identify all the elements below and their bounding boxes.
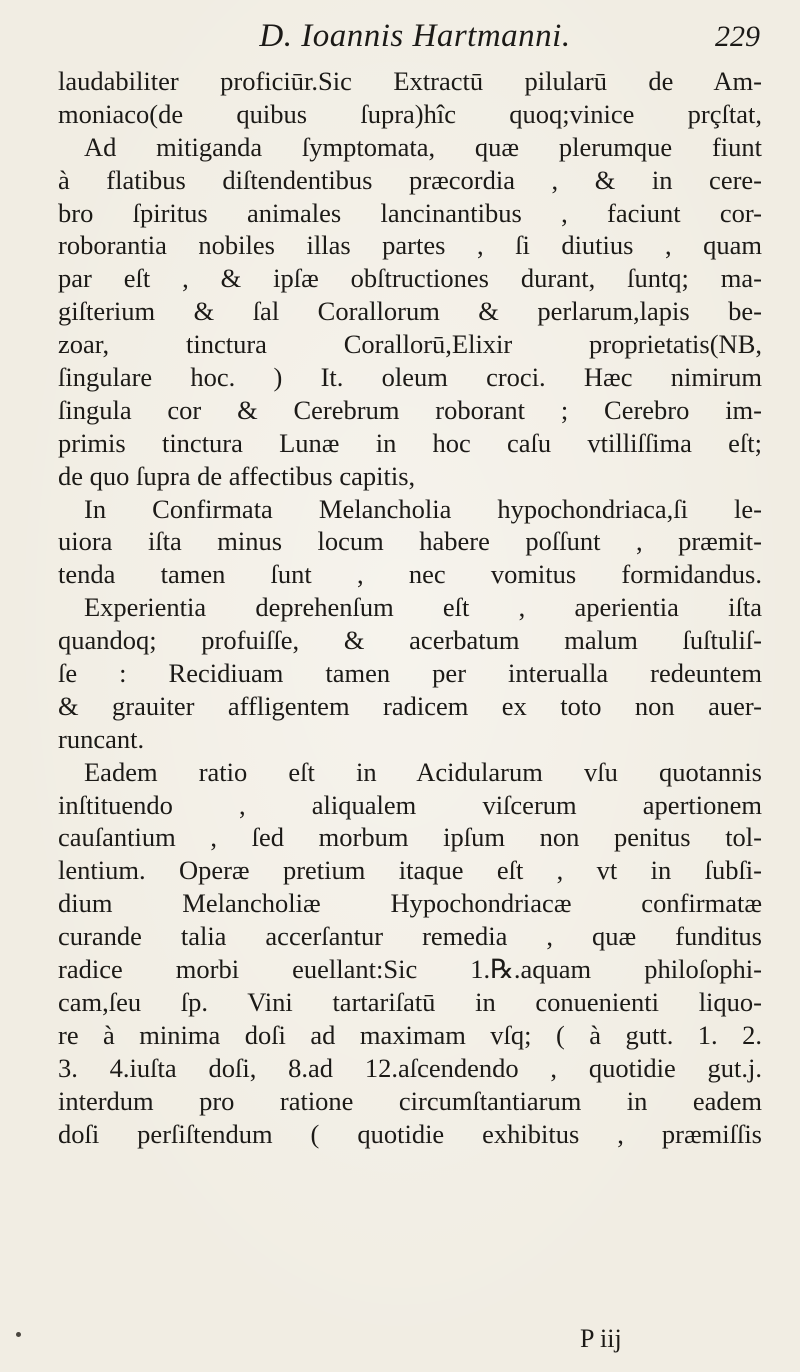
text-line: 3. 4.iuſta doſi, 8.ad 12.aſcendendo , quotidie gut.j. <box>58 1052 762 1083</box>
text-line: tenda tamen ſunt , nec vomitus formidandus. <box>58 559 762 590</box>
text-line: radice morbi euellant:Sic 1.℞.aquam philoſophi- <box>58 954 762 985</box>
text-line: de quo ſupra de affectibus capitis, <box>58 460 416 491</box>
page-number: 229 <box>715 20 760 53</box>
text-line: ſe : Recidiuam tamen per interualla redeuntem <box>58 658 762 689</box>
text-line: cauſantium , ſed morbum ipſum non penitus tol- <box>58 822 762 853</box>
text-line: ſingula cor & Cerebrum roborant ; Cerebro im- <box>58 394 762 425</box>
text-line: uiora iſta minus locum habere poſſunt , præmit- <box>58 526 762 557</box>
text-line: laudabiliter proficiūr.Sic Extractū pilularū de Am- <box>58 66 762 96</box>
text-line: à flatibus diſtendentibus præcordia , & in cere- <box>58 164 762 195</box>
ink-speck <box>16 1332 21 1337</box>
text-line: moniaco(de quibus ſupra)hîc quoq;vinice prçſtat, <box>58 98 762 129</box>
text-line: In Confirmata Melancholia hypochondriaca,ſi le- <box>84 493 762 524</box>
text-line: runcant. <box>58 723 145 754</box>
signature-mark: P iij <box>580 1324 622 1353</box>
text-line: Ad mitiganda ſymptomata, quæ plerumque fiunt <box>84 131 762 162</box>
page-header <box>70 18 760 62</box>
text-line: inſtituendo , aliqualem viſcerum apertionem <box>58 789 762 820</box>
text-line: ſingulare hoc. ) It. oleum croci. Hæc nimirum <box>58 362 762 393</box>
text-line: primis tinctura Lunæ in hoc caſu vtilliſſima eſt; <box>58 427 762 458</box>
text-line: lentium. Operæ pretium itaque eſt , vt in ſubſi- <box>58 855 762 886</box>
text-line: & grauiter affligentem radicem ex toto non auer- <box>58 690 762 721</box>
text-line: Eadem ratio eſt in Acidularum vſu quotannis <box>84 756 762 787</box>
text-line: re à minima doſi ad maximam vſq; ( à gutt. 1. 2. <box>58 1019 762 1050</box>
text-line: doſi perſiſtendum ( quotidie exhibitus , præmiſſis <box>58 1118 762 1149</box>
text-line: interdum pro ratione circumſtantiarum in eadem <box>58 1085 762 1116</box>
body-text <box>58 65 762 1150</box>
text-line: dium Melancholiæ Hypochondriacæ confirmatæ <box>58 888 762 919</box>
text-line: roborantia nobiles illas partes , ſi diutius , quam <box>58 230 762 261</box>
text-line: curande talia accerſantur remedia , quæ funditus <box>58 921 762 952</box>
text-line: cam,ſeu ſp. Vini tartariſatū in conuenienti liquo- <box>58 986 762 1017</box>
text-line: par eſt , & ipſæ obſtructiones durant, ſuntq; ma- <box>58 263 762 294</box>
text-line: bro ſpiritus animales lancinantibus , faciunt cor- <box>58 197 762 228</box>
text-line: zoar, tinctura Corallorū,Elixir proprietatis(NB, <box>58 329 762 360</box>
text-line: Experientia deprehenſum eſt , aperientia iſta <box>84 592 762 623</box>
text-line: giſterium & ſal Corallorum & perlarum,lapis be- <box>58 296 762 327</box>
running-title: D. Ioannis Hartmanni. <box>259 18 571 54</box>
text-line: quandoq; profuiſſe, & acerbatum malum ſuſtuliſ- <box>58 625 762 656</box>
